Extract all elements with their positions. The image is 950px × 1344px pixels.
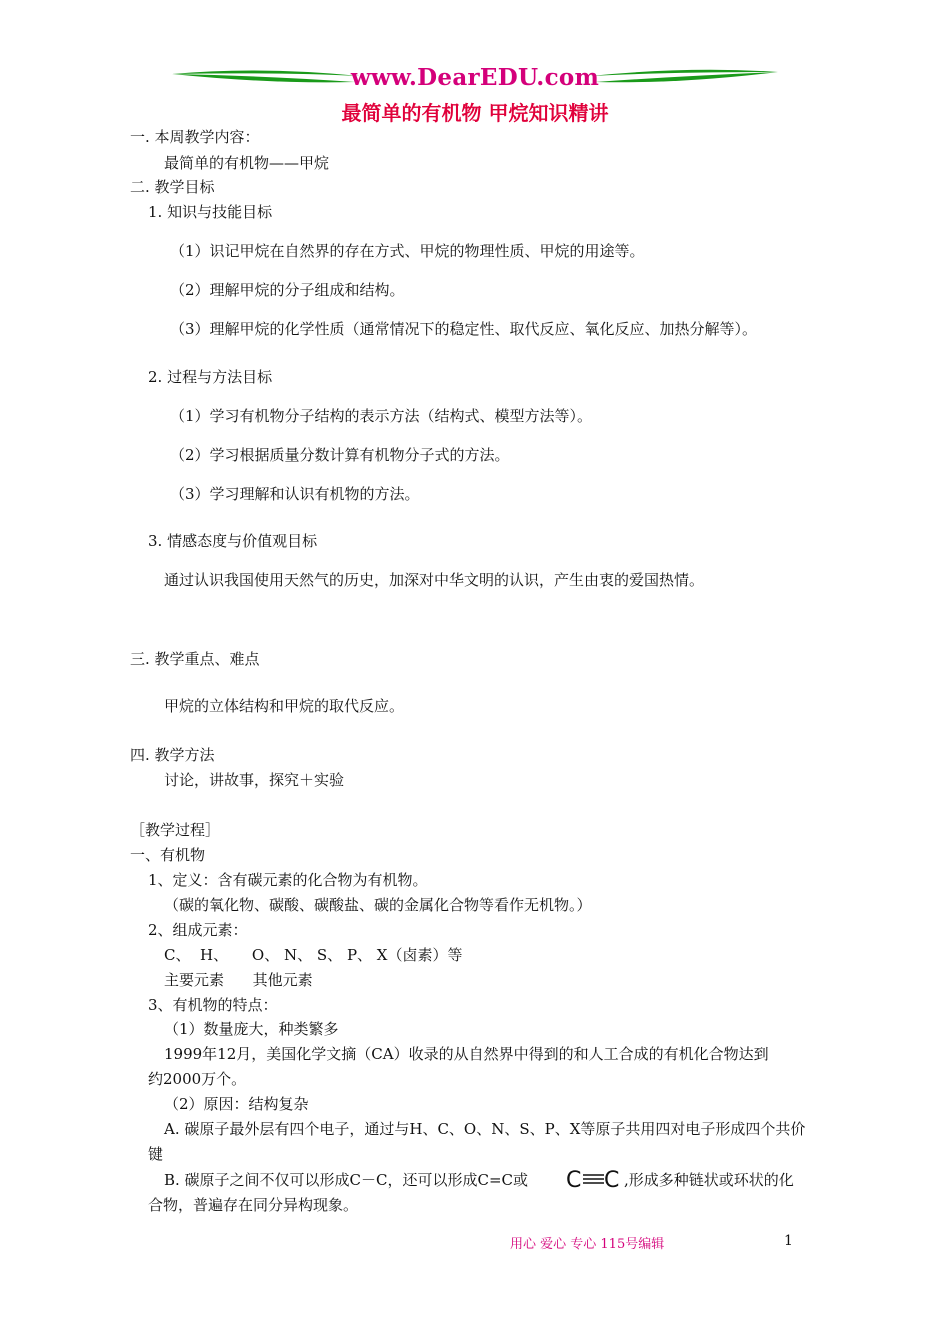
paragraph: 讨论，讲故事，探究＋实验 [164, 771, 345, 789]
footer-text: 用心 爱心 专心 115号编辑 [510, 1237, 665, 1252]
section-heading: 一. 本周教学内容： [130, 128, 260, 146]
section-heading: ［教学过程］ [130, 821, 221, 839]
site-name: www.DearEDU.com [350, 64, 600, 91]
subheading: 3、有机物的特点： [148, 996, 278, 1014]
subheading: 1、定义：含有碳元素的化合物为有机物。 [148, 871, 428, 889]
section-heading: 二. 教学目标 [130, 178, 215, 196]
paragraph: C、 H、 O、 N、 S、 P、 X（卤素）等 [164, 946, 463, 964]
site-banner [170, 62, 780, 98]
triple-bond-icon [566, 1166, 626, 1192]
paragraph: ,形成多种链状或环状的化 [624, 1171, 794, 1189]
list-item: （3）学习理解和认识有机物的方法。 [170, 485, 420, 503]
list-item: （2）原因：结构复杂 [164, 1095, 309, 1113]
subheading: 2. 过程与方法目标 [148, 368, 273, 386]
list-item: （2）学习根据质量分数计算有机物分子式的方法。 [170, 446, 510, 464]
page-title: 最简单的有机物 甲烷知识精讲 [341, 101, 609, 125]
paragraph: 约2000万个。 [148, 1070, 247, 1088]
svg-text:C: C [604, 1168, 620, 1192]
section-heading: 三. 教学重点、难点 [130, 650, 260, 668]
list-item: （1）学习有机物分子结构的表示方法（结构式、模型方法等）。 [170, 407, 593, 425]
paragraph: 键 [148, 1145, 164, 1163]
paragraph: （碳的氧化物、碳酸、碳酸盐、碳的金属化合物等看作无机物。） [164, 896, 592, 914]
paragraph: 通过认识我国使用天然气的历史，加深对中华文明的认识，产生由衷的爱国热情。 [164, 571, 705, 589]
section-heading: 四. 教学方法 [130, 746, 215, 764]
paragraph: 合物，普遍存在同分异构现象。 [148, 1196, 359, 1214]
subheading: 2、组成元素： [148, 921, 248, 939]
list-item: （2）理解甲烷的分子组成和结构。 [170, 281, 405, 299]
list-item: （1）数量庞大，种类繁多 [164, 1020, 339, 1038]
svg-text:C: C [566, 1168, 582, 1192]
subheading: 3. 情感态度与价值观目标 [148, 532, 318, 550]
section-heading: 一、有机物 [130, 846, 206, 864]
list-item: （1）识记甲烷在自然界的存在方式、甲烷的物理性质、甲烷的用途等。 [170, 242, 645, 260]
paragraph: 甲烷的立体结构和甲烷的取代反应。 [164, 697, 405, 715]
list-item: （3）理解甲烷的化学性质（通常情况下的稳定性、取代反应、氧化反应、加热分解等）。 [170, 320, 758, 338]
page-number: 1 [784, 1233, 793, 1249]
subheading: 1. 知识与技能目标 [148, 203, 273, 221]
paragraph: A. 碳原子最外层有四个电子，通过与H、C、O、N、S、P、X等原子共用四对电子形成四个共价 [164, 1120, 806, 1138]
paragraph: 最简单的有机物——甲烷 [164, 154, 330, 172]
paragraph: B. 碳原子之间不仅可以形成C－C，还可以形成C=C或 [164, 1171, 529, 1189]
paragraph: 1999年12月，美国化学文摘（CA）收录的从自然界中得到的和人工合成的有机化合物达到 [164, 1045, 769, 1063]
paragraph: 主要元素 其他元素 [164, 971, 313, 989]
